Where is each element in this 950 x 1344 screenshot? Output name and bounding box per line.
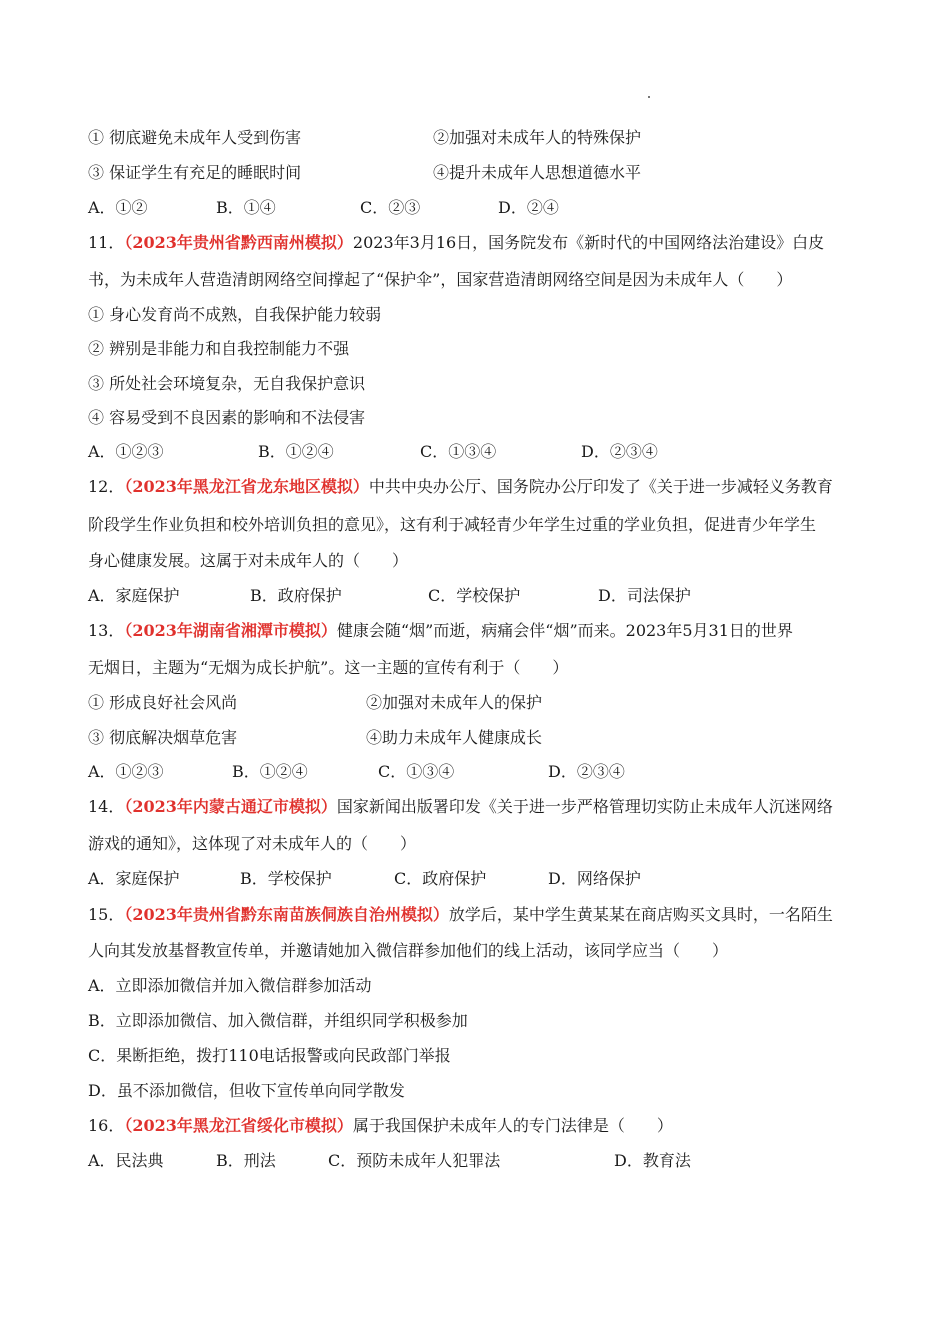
q14-number: 14．: [88, 797, 125, 816]
q16-stem-text-1: 属于我国保护未成年人的专门法律是（ ）: [352, 1116, 673, 1135]
q15-source: （2023年贵州省黔东南苗族侗族自治州模拟）: [124, 905, 449, 924]
q13-stem-text-1: 健康会随“烟”而逝，病痛会伴“烟”而来。2023年5月31日的世界: [336, 621, 793, 640]
q11-option-2: ② 辨别是非能力和自我控制能力不强: [88, 339, 350, 358]
q16-number: 16．: [88, 1116, 125, 1135]
q14-choice-b: B．学校保护: [240, 869, 332, 888]
q13-stem-line-2: 无烟日，主题为“无烟为成长护航”。这一主题的宣传有利于（ ）: [88, 658, 569, 677]
q14-choice-a: A．家庭保护: [88, 869, 180, 888]
q10-choice-d: D．②④: [498, 198, 559, 217]
q13-option-4: ④助力未成年人健康成长: [366, 728, 543, 747]
q12-number: 12．: [88, 477, 125, 496]
q10-choice-c: C．②③: [360, 198, 421, 217]
q12-choice-b: B．政府保护: [250, 586, 342, 605]
q10-option-2: ②加强对未成年人的特殊保护: [433, 128, 642, 147]
q12-choice-d: D．司法保护: [598, 586, 691, 605]
q13-choice-c: C．①③④: [378, 762, 455, 781]
q11-stem-line-2: 书，为未成年人营造清朗网络空间撑起了“保护伞”，国家营造清朗网络空间是因为未成年人（ ）: [88, 270, 793, 289]
q10-option-1: ① 彻底避免未成年人受到伤害: [88, 128, 302, 147]
q12-source: （2023年黑龙江省龙东地区模拟）: [124, 477, 369, 496]
q12-choices: [88, 586, 848, 606]
q16-choice-b: B．刑法: [216, 1151, 276, 1170]
q10-option-4: ④提升未成年人思想道德水平: [433, 163, 642, 182]
q12-stem-line-3: 身心健康发展。这属于对未成年人的（ ）: [88, 551, 409, 570]
q11-option-4: ④ 容易受到不良因素的影响和不法侵害: [88, 408, 366, 427]
q14-choice-d: D．网络保护: [548, 869, 641, 888]
q13-choice-d: D．②③④: [548, 762, 625, 781]
q15-stem-line-2: 人向其发放基督教宣传单，并邀请她加入微信群参加他们的线上活动，该同学应当（ ）: [88, 941, 729, 960]
q11-option-3: ③ 所处社会环境复杂，无自我保护意识: [88, 374, 366, 393]
q14-choices: [88, 869, 848, 889]
q10-options-row-1: [88, 128, 848, 148]
q11-source: （2023年贵州省黔西南州模拟）: [124, 233, 353, 252]
q13-option-2: ②加强对未成年人的保护: [366, 693, 543, 712]
q12-stem-text-1: 中共中央办公厅、国务院办公厅印发了《关于进一步减轻义务教育: [368, 477, 833, 496]
q14-stem-line-1: [88, 797, 833, 817]
q14-stem-line-2: 游戏的通知》，这体现了对未成年人的（ ）: [88, 834, 417, 853]
page-mark: [648, 96, 650, 98]
q16-choices: [88, 1151, 848, 1171]
q14-source: （2023年内蒙古通辽市模拟）: [124, 797, 337, 816]
q10-choices: [88, 198, 848, 218]
q15-number: 15．: [88, 905, 125, 924]
q15-choice-d: D．虽不添加微信，但收下宣传单向同学散发: [88, 1081, 405, 1100]
q13-source: （2023年湖南省湘潭市模拟）: [124, 621, 337, 640]
q11-choice-d: D．②③④: [581, 442, 658, 461]
q16-choice-a: A．民法典: [88, 1151, 164, 1170]
q14-stem-text-1: 国家新闻出版署印发《关于进一步严格管理切实防止未成年人沉迷网络: [336, 797, 833, 816]
q10-choice-b: B．①④: [216, 198, 276, 217]
q14-choice-c: C．政府保护: [394, 869, 487, 888]
q11-stem-text-1: 2023年3月16日，国务院发布《新时代的中国网络法治建设》白皮: [352, 233, 825, 252]
q15-choice-c: C．果断拒绝，拨打110电话报警或向民政部门举报: [88, 1046, 451, 1065]
q15-stem-line-1: [88, 905, 833, 925]
q12-choice-c: C．学校保护: [428, 586, 521, 605]
q10-options-row-2: [88, 163, 848, 183]
q12-choice-a: A．家庭保护: [88, 586, 180, 605]
q13-number: 13．: [88, 621, 125, 640]
q16-source: （2023年黑龙江省绥化市模拟）: [124, 1116, 353, 1135]
q11-stem-line-1: [88, 233, 824, 253]
q12-stem-line-2: 阶段学生作业负担和校外培训负担的意见》，这有利于减轻青少年学生过重的学业负担，促进青少年学生: [88, 515, 817, 534]
q11-choice-a: A．①②③: [88, 442, 164, 461]
q16-choice-c: C．预防未成年人犯罪法: [328, 1151, 501, 1170]
q11-option-1: ① 身心发育尚不成熟，自我保护能力较弱: [88, 305, 382, 324]
q11-number: 11．: [88, 233, 125, 252]
q13-choices: [88, 762, 848, 782]
q13-stem-line-1: [88, 621, 793, 641]
q15-choice-b: B．立即添加微信、加入微信群，并组织同学积极参加: [88, 1011, 468, 1030]
q13-choice-a: A．①②③: [88, 762, 164, 781]
q11-choice-c: C．①③④: [420, 442, 497, 461]
q13-options-row-2: [88, 728, 848, 748]
q13-options-row-1: [88, 693, 848, 713]
q11-choice-b: B．①②④: [258, 442, 334, 461]
q15-choice-a: A．立即添加微信并加入微信群参加活动: [88, 976, 372, 995]
q10-option-3: ③ 保证学生有充足的睡眠时间: [88, 163, 302, 182]
q13-option-1: ① 形成良好社会风尚: [88, 693, 238, 712]
q12-stem-line-1: [88, 477, 833, 497]
q13-option-3: ③ 彻底解决烟草危害: [88, 728, 238, 747]
q15-stem-text-1: 放学后，某中学生黄某某在商店购买文具时，一名陌生: [448, 905, 833, 924]
q16-stem-line-1: [88, 1116, 673, 1136]
q10-choice-a: A．①②: [88, 198, 148, 217]
q13-choice-b: B．①②④: [232, 762, 308, 781]
q11-choices: [88, 442, 848, 462]
q16-choice-d: D．教育法: [614, 1151, 691, 1170]
